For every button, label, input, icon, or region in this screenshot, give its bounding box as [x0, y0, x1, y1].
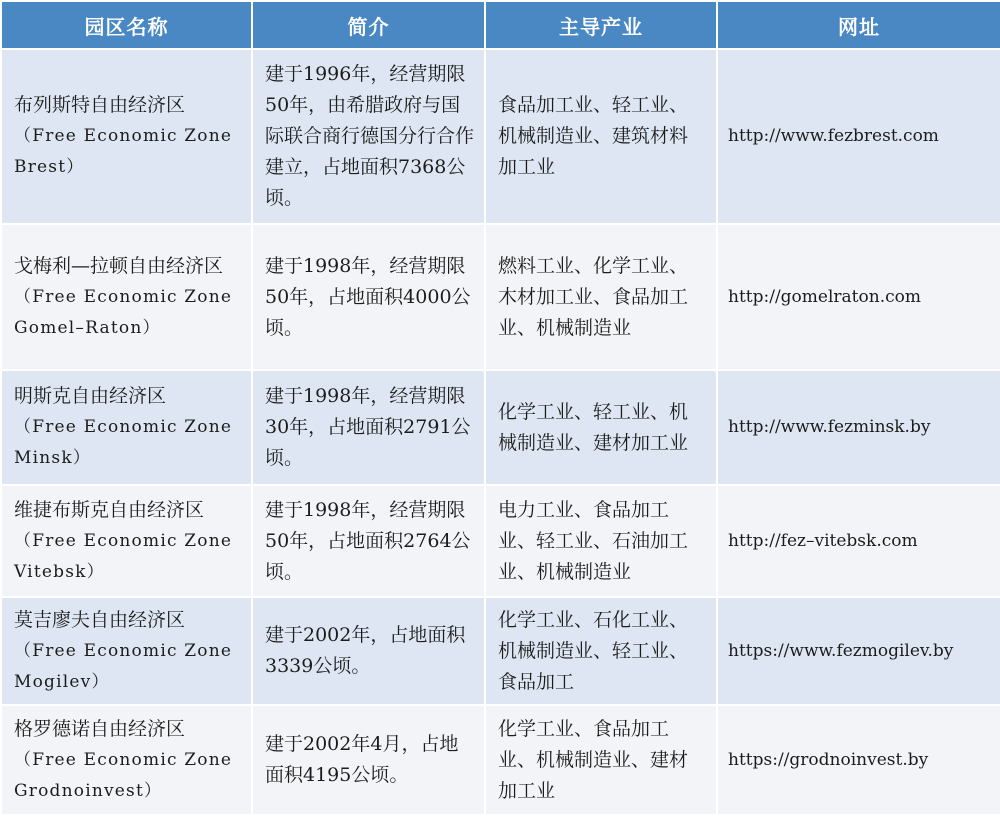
zone-name-cn: 戈梅利—拉顿自由经济区 — [14, 254, 224, 277]
zone-intro: 建于1998年，经营期限50年，占地面积4000公顷。 — [252, 224, 485, 370]
zone-name-cell — [1, 705, 252, 815]
zone-name-cn: 格罗德诺自由经济区 — [14, 717, 186, 740]
zone-name-en: （Free Economic Zone Vitebsk） — [14, 530, 233, 582]
zone-name-cn: 布列斯特自由经济区 — [14, 94, 186, 116]
zone-name-en: （Free Economic Zone Mogilev） — [14, 640, 233, 692]
zone-name-cn: 维捷布斯克自由经济区 — [14, 498, 205, 521]
zone-industry: 化学工业、轻工业、机械制造业、建材加工业 — [485, 370, 717, 485]
table-row — [1, 705, 1000, 815]
table-row — [1, 485, 1000, 597]
zone-name-cn: 莫吉廖夫自由经济区 — [14, 608, 186, 631]
zone-url[interactable]: http://fez–vitebsk.com — [717, 485, 1000, 597]
zone-industry: 化学工业、石化工业、机械制造业、轻工业、食品加工 — [485, 597, 717, 705]
header-website: 网址 — [717, 1, 1000, 49]
zone-intro: 建于1998年，经营期限30年，占地面积2791公顷。 — [252, 370, 485, 485]
zone-url[interactable]: https://www.fezmogilev.by — [717, 597, 1000, 705]
header-industry: 主导产业 — [485, 1, 717, 49]
zone-industry: 电力工业、食品加工业、轻工业、石油加工业、机械制造业 — [485, 485, 717, 597]
zone-url[interactable]: https://grodnoinvest.by — [717, 705, 1000, 815]
zone-name-cell — [1, 597, 252, 705]
header-zone-name: 园区名称 — [1, 1, 252, 49]
zone-url[interactable]: http://www.fezbrest.com — [717, 49, 1000, 224]
zone-name-en: （Free Economic Zone Minsk） — [14, 417, 233, 468]
zone-intro: 建于1998年，经营期限50年，占地面积2764公顷。 — [252, 485, 485, 597]
zone-name-en: （Free Economic Zone Gomel–Raton） — [14, 286, 233, 338]
zone-url[interactable]: http://gomelraton.com — [717, 224, 1000, 370]
header-intro: 简介 — [252, 1, 485, 49]
zone-intro: 建于1996年，经营期限50年，由希腊政府与国际联合商行德国分行合作建立，占地面积7368公顷。 — [252, 49, 485, 224]
zone-name-en: （Free Economic Zone Grodnoinvest） — [14, 749, 233, 801]
table-header-row — [1, 1, 1000, 49]
zone-name-cell — [1, 49, 252, 224]
zone-name-en: （Free Economic Zone Brest） — [14, 126, 233, 177]
table-row — [1, 224, 1000, 370]
table-row — [1, 370, 1000, 485]
zone-name-cell — [1, 224, 252, 370]
zone-intro: 建于2002年，占地面积3339公顷。 — [252, 597, 485, 705]
zone-industry: 燃料工业、化学工业、木材加工业、食品加工业、机械制造业 — [485, 224, 717, 370]
zone-name-cn: 明斯克自由经济区 — [14, 385, 167, 407]
zone-name-cell — [1, 485, 252, 597]
zone-industry: 化学工业、食品加工业、机械制造业、建材加工业 — [485, 705, 717, 815]
zone-industry: 食品加工业、轻工业、机械制造业、建筑材料加工业 — [485, 49, 717, 224]
zone-intro: 建于2002年4月，占地面积4195公顷。 — [252, 705, 485, 815]
zone-url[interactable]: http://www.fezminsk.by — [717, 370, 1000, 485]
table-row — [1, 597, 1000, 705]
table-row — [1, 49, 1000, 224]
zone-name-cell — [1, 370, 252, 485]
